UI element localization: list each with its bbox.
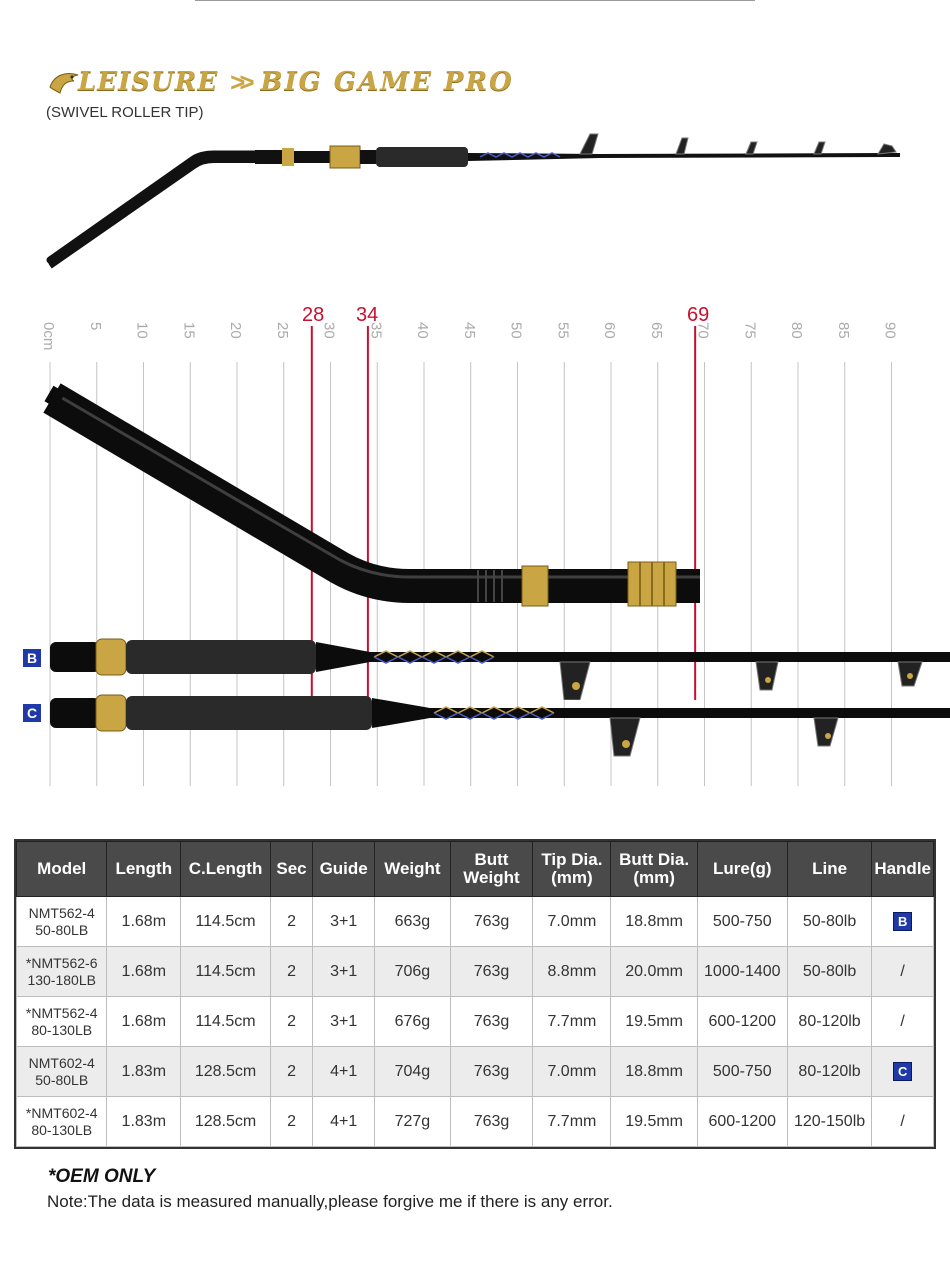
bent-butt-image (0, 380, 950, 640)
cell-handle (872, 1047, 934, 1097)
col-model: Model (17, 842, 107, 897)
cell-model (17, 1047, 107, 1097)
cell-weight: 676g (375, 997, 450, 1047)
cell-line: 80-120lb (787, 997, 871, 1047)
col-butt-weight: Butt Weight (450, 842, 533, 897)
cell-guide: 4+1 (313, 1097, 375, 1147)
brand-separator: >> (230, 66, 249, 97)
spec-table (16, 841, 934, 1147)
cell-butt-weight: 763g (450, 997, 533, 1047)
ruler-tick-label: 40 (414, 322, 431, 339)
cell-tip-dia: 7.7mm (533, 1097, 611, 1147)
model-rating: 50-80LB (35, 1071, 89, 1088)
cell-lure: 500-750 (697, 1047, 787, 1097)
cell-line: 80-120lb (787, 1047, 871, 1097)
model-rating: 80-130LB (31, 1121, 93, 1138)
marker-label-34: 34 (356, 304, 379, 326)
cell-butt-weight: 763g (450, 1047, 533, 1097)
cell-clength: 128.5cm (181, 1047, 271, 1097)
model-rating: 130-180LB (27, 971, 96, 988)
model-code: *NMT562-6 (25, 954, 98, 971)
ruler-tick-label: 65 (647, 322, 665, 339)
model-rating: 80-130LB (31, 1021, 93, 1038)
cell-model (17, 947, 107, 997)
cell-clength: 114.5cm (181, 947, 271, 997)
cell-model (17, 997, 107, 1047)
ruler-tick-label: 90 (881, 322, 899, 339)
cell-butt-dia: 19.5mm (611, 1097, 697, 1147)
ruler-tick-label: 25 (273, 322, 291, 339)
cell-length: 1.68m (107, 997, 181, 1047)
marker-label-28: 28 (302, 304, 325, 326)
top-divider (195, 0, 755, 1)
ruler-tick-label: 75 (741, 322, 759, 339)
ruler-tick-label: 20 (227, 322, 244, 339)
cell-clength: 114.5cm (181, 897, 271, 947)
cell-length: 1.68m (107, 947, 181, 997)
cell-butt-dia: 18.8mm (611, 1047, 697, 1097)
ruler-tick-label: 85 (834, 322, 852, 339)
cell-line: 50-80lb (787, 947, 871, 997)
cell-tip-dia: 7.0mm (533, 1047, 611, 1097)
cell-line: 50-80lb (787, 897, 871, 947)
marker-label-69: 69 (687, 304, 710, 326)
ruler-tick-label: 5 (86, 322, 104, 331)
model-rating: 50-80LB (35, 921, 89, 938)
cell-butt-dia: 19.5mm (611, 997, 697, 1047)
col-tip-dia: Tip Dia. (mm) (533, 842, 611, 897)
cell-weight: 727g (375, 1097, 450, 1147)
col-handle: Handle (872, 842, 934, 897)
col-lure: Lure(g) (697, 842, 787, 897)
rod-c-image (0, 686, 950, 766)
col-weight: Weight (375, 842, 450, 897)
cell-tip-dia: 7.0mm (533, 897, 611, 947)
cell-sec: 2 (270, 997, 312, 1047)
handle-none: / (900, 1112, 905, 1130)
subtitle: (SWIVEL ROLLER TIP) (46, 104, 204, 121)
ruler-tick-label: 10 (133, 322, 151, 339)
cell-model (17, 897, 107, 947)
ruler-tick-label: 55 (554, 322, 572, 339)
cell-weight: 704g (375, 1047, 450, 1097)
cell-weight: 663g (375, 897, 450, 947)
ruler-tick-label: 60 (601, 322, 618, 339)
cell-tip-dia: 8.8mm (533, 947, 611, 997)
ruler-tick-label: 45 (460, 322, 478, 339)
cell-sec: 2 (270, 1047, 312, 1097)
ruler-tick-label: 70 (694, 322, 712, 339)
ruler-tick-label: 15 (180, 322, 198, 339)
cell-sec: 2 (270, 1097, 312, 1147)
series-name: BIG GAME PRO (260, 67, 514, 97)
model-code: *NMT562-4 (25, 1004, 98, 1021)
cell-butt-weight: 763g (450, 947, 533, 997)
table-row (17, 1047, 934, 1097)
cell-length: 1.83m (107, 1097, 181, 1147)
cell-sec: 2 (270, 947, 312, 997)
handle-badge: B (893, 912, 912, 931)
table-row (17, 897, 934, 947)
col-clength: C.Length (181, 842, 271, 897)
ruler-tick-label: 30 (320, 322, 338, 339)
cell-butt-dia: 20.0mm (611, 947, 697, 997)
table-header-row (17, 842, 934, 897)
model-code: NMT562-4 (28, 904, 95, 921)
handle-none: / (900, 962, 905, 980)
cell-guide: 3+1 (313, 897, 375, 947)
model-code: NMT602-4 (28, 1054, 95, 1071)
cell-weight: 706g (375, 947, 450, 997)
model-code: *NMT602-4 (25, 1104, 98, 1121)
rod-overview-image (0, 120, 950, 280)
cell-clength: 128.5cm (181, 1097, 271, 1147)
cell-butt-weight: 763g (450, 1097, 533, 1147)
cell-length: 1.83m (107, 1047, 181, 1097)
cell-guide: 4+1 (313, 1047, 375, 1097)
ruler-tick-label: 35 (367, 322, 385, 339)
cell-lure: 500-750 (697, 897, 787, 947)
cell-butt-weight: 763g (450, 897, 533, 947)
measurement-note: Note:The data is measured manually,please forgive me if there is any error. (47, 1192, 613, 1211)
brand-name: LEISURE (78, 67, 219, 97)
col-length: Length (107, 842, 181, 897)
cell-lure: 600-1200 (697, 997, 787, 1047)
col-guide: Guide (313, 842, 375, 897)
cell-sec: 2 (270, 897, 312, 947)
variant-c-badge: C (23, 704, 41, 722)
oem-only-label: *OEM ONLY (48, 1166, 156, 1187)
variant-b-badge: B (23, 649, 41, 667)
cell-lure: 600-1200 (697, 1097, 787, 1147)
handle-none: / (900, 1012, 905, 1030)
table-row (17, 1097, 934, 1147)
cell-guide: 3+1 (313, 947, 375, 997)
cell-model (17, 1097, 107, 1147)
cell-length: 1.68m (107, 897, 181, 947)
col-sec: Sec (270, 842, 312, 897)
ruler-tick-label: 50 (507, 322, 525, 339)
cell-guide: 3+1 (313, 997, 375, 1047)
ruler-tick-label: 0cm (40, 322, 57, 351)
col-butt-dia: Butt Dia. (mm) (611, 842, 697, 897)
cell-butt-dia: 18.8mm (611, 897, 697, 947)
table-row (17, 947, 934, 997)
ruler-tick-label: 80 (788, 322, 805, 339)
cell-clength: 114.5cm (181, 997, 271, 1047)
col-line: Line (787, 842, 871, 897)
table-row (17, 997, 934, 1047)
handle-badge: C (893, 1062, 912, 1081)
cell-handle (872, 1097, 934, 1147)
cell-lure: 1000-1400 (697, 947, 787, 997)
cell-handle (872, 897, 934, 947)
eagle-logo-icon (48, 67, 82, 97)
cell-handle (872, 947, 934, 997)
cell-line: 120-150lb (787, 1097, 871, 1147)
brand-header (48, 62, 514, 102)
cell-handle (872, 997, 934, 1047)
cell-tip-dia: 7.7mm (533, 997, 611, 1047)
